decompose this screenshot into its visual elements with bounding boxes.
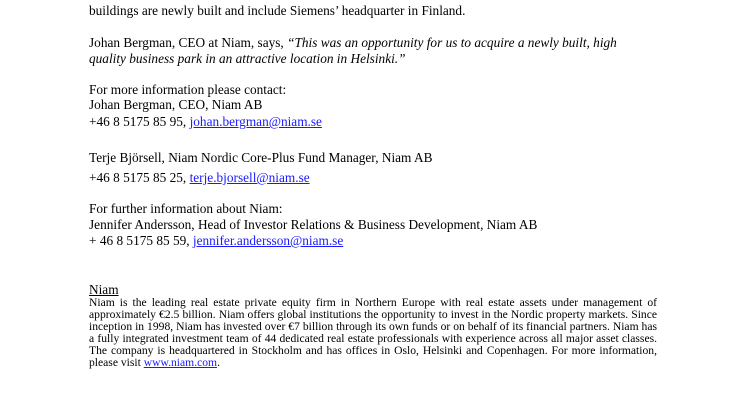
contact1-email-link[interactable]: johan.bergman@niam.se — [189, 114, 322, 129]
contact1-phone-line — [89, 114, 322, 130]
contact1-name: Johan Bergman, CEO, Niam AB — [89, 97, 263, 112]
contact2-phone: +46 8 5175 85 25, — [89, 170, 190, 185]
contact2-name: Terje Björsell, Niam Nordic Core-Plus Fund Manager, Niam AB — [89, 150, 433, 165]
quote-line-2 — [89, 51, 406, 67]
about-body: Niam is the leading real estate private equity firm in Northern Europe with real estate assets under management of approximately €2.5 billion. Niam offers global institutions the opportunity to invest in the Nordic property markets. Since inception in 1998, Niam has invested over €7 billion through its own funds or on behalf of its financial partners. Niam has a fully integrated investment team of 44 dedicated real estate professionals with experience across all major asset classes. The company is headquartered in Stockholm and has offices in Oslo, Helsinki and Copenhagen. For more information, please visit — [89, 296, 657, 370]
about-paragraph — [89, 297, 657, 370]
contact3-name: Jennifer Andersson, Head of Investor Relations & Business Development, Niam AB — [89, 217, 538, 232]
quote-line-1 — [89, 35, 617, 51]
contact-heading: For more information please contact: — [89, 82, 287, 97]
about-title: Niam — [89, 282, 119, 297]
further-info-heading: For further information about Niam: — [89, 201, 283, 216]
intro-text: buildings are newly built and include Siemens’ headquarter in Finland. — [89, 3, 466, 18]
contact1-phone: +46 8 5175 85 95, — [89, 114, 190, 129]
quote-lead: Johan Bergman, CEO at Niam, says, — [89, 35, 288, 50]
contact2-email-link[interactable]: terje.bjorsell@niam.se — [189, 170, 310, 185]
about-end: . — [217, 356, 220, 370]
quote-text-2: quality business park in an attractive location in Helsinki.” — [89, 51, 406, 66]
contact2-phone-line — [89, 170, 310, 186]
contact3-phone: + 46 8 5175 85 59, — [89, 233, 193, 248]
contact3-phone-line — [89, 233, 343, 249]
contact3-email-link[interactable]: jennifer.andersson@niam.se — [192, 233, 344, 248]
quote-text-1: “This was an opportunity for us to acquire a newly built, high — [287, 35, 617, 50]
website-link[interactable]: www.niam.com — [143, 356, 218, 370]
